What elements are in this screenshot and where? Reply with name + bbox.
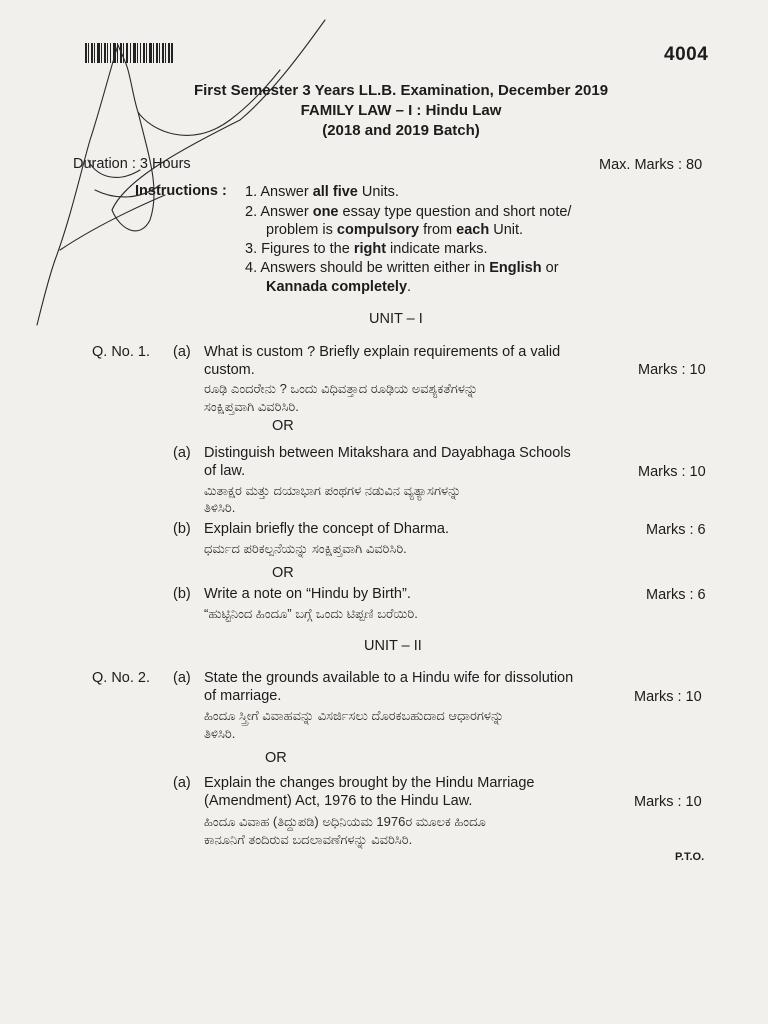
exam-title: First Semester 3 Years LL.B. Examination, December 2019 — [193, 82, 609, 99]
q1b-kannada: ಧರ್ಮದ ಪರಿಕಲ್ಪನೆಯನ್ನು ಸಂಕ್ಷಿಪ್ತವಾಗಿ ವಿವರಿಸಿರಿ. — [204, 541, 407, 556]
q1b-alt-text: Write a note on “Hindu by Birth”. — [204, 586, 411, 602]
q1a-alt-part: (a) — [173, 445, 191, 461]
q2a-alt-text-cont: (Amendment) Act, 1976 to the Hindu Law. — [204, 793, 473, 809]
instruction-3: 3. Figures to the right indicate marks. — [245, 241, 488, 257]
q1b-text: Explain briefly the concept of Dharma. — [204, 521, 450, 537]
q2a-marks: Marks : 10 — [634, 689, 702, 705]
q2a-alt-marks: Marks : 10 — [634, 794, 702, 810]
instruction-2-cont: problem is compulsory from each Unit. — [266, 222, 524, 238]
batch-title: (2018 and 2019 Batch) — [322, 122, 480, 139]
or-divider: OR — [272, 418, 294, 434]
instruction-4-cont: Kannada completely. — [266, 279, 412, 295]
pto-footer: P.T.O. — [675, 851, 705, 863]
unit-1-title: UNIT – I — [369, 311, 423, 327]
or-divider: OR — [265, 750, 287, 766]
q1a-alt-kannada-cont: ತಿಳಿಸಿರಿ. — [204, 500, 236, 515]
exam-code: 4004 — [664, 44, 709, 65]
q2a-part: (a) — [173, 670, 191, 686]
q2a-alt-text: Explain the changes brought by the Hindu Marriage — [204, 775, 535, 791]
q1b-part: (b) — [173, 521, 191, 537]
barcode — [85, 43, 173, 63]
q1a-alt-text: Distinguish between Mitakshara and Dayabhaga Schools — [204, 445, 571, 461]
q1a-marks: Marks : 10 — [638, 362, 706, 378]
q1a-alt-text-cont: of law. — [204, 463, 246, 479]
q2a-alt-kannada: ಹಿಂದೂ ವಿವಾಹ (ತಿದ್ದುಪಡಿ) ಅಧಿನಿಯಮ 1976ರ ಮೂಲಕ ಹಿಂದೂ — [204, 814, 486, 829]
instruction-1: 1. Answer all five Units. — [245, 184, 399, 200]
q1b-alt-part: (b) — [173, 586, 191, 602]
unit-2-title: UNIT – II — [364, 638, 422, 654]
q2a-kannada: ಹಿಂದೂ ಸ್ತ್ರೀಗೆ ವಿವಾಹವನ್ನು ವಿಸರ್ಜಿಸಲು ದೊರಕಬಹುದಾದ ಆಧಾರಗಳನ್ನು — [204, 708, 505, 723]
max-marks: Max. Marks : 80 — [599, 157, 703, 173]
subject-title: FAMILY LAW – I : Hindu Law — [300, 102, 502, 119]
q1b-alt-kannada: “ಹುಟ್ಟಿನಿಂದ ಹಿಂದೂ” ಬಗ್ಗೆ ಒಂದು ಟಿಪ್ಪಣಿ ಬರೆಯಿರಿ. — [204, 606, 418, 621]
instruction-2: 2. Answer one essay type question and short note/ — [245, 204, 572, 220]
q2-number: Q. No. 2. — [92, 670, 151, 686]
q1a-text: What is custom ? Briefly explain requirements of a valid — [204, 344, 561, 360]
q1a-text-cont: custom. — [204, 362, 255, 378]
q2a-kannada-cont: ತಿಳಿಸಿರಿ. — [204, 726, 236, 741]
or-divider: OR — [272, 565, 294, 581]
q1b-marks: Marks : 6 — [646, 522, 706, 538]
duration: Duration : 3 Hours — [73, 156, 191, 172]
q1a-alt-marks: Marks : 10 — [638, 464, 706, 480]
instructions-label: Instructions : — [135, 183, 227, 199]
q1a-kannada-cont: ಸಂಕ್ಷಿಪ್ತವಾಗಿ ವಿವರಿಸಿರಿ. — [204, 399, 299, 414]
q2a-text: State the grounds available to a Hindu wife for dissolution — [204, 670, 574, 686]
instruction-4: 4. Answers should be written either in English or — [245, 260, 559, 276]
q2a-alt-part: (a) — [173, 775, 191, 791]
q1a-kannada: ರೂಢಿ ಎಂದರೇನು ? ಒಂದು ವಿಧಿವತ್ತಾದ ರೂಢಿಯ ಅವಶ್ಯಕತೆಗಳನ್ನು — [204, 381, 478, 396]
q2a-text-cont: of marriage. — [204, 688, 282, 704]
q1b-alt-marks: Marks : 6 — [646, 587, 706, 603]
q2a-alt-kannada-cont: ಕಾನೂನಿಗೆ ತಂದಿರುವ ಬದಲಾವಣೆಗಳನ್ನು ವಿವರಿಸಿರಿ. — [204, 832, 413, 847]
q1a-part: (a) — [173, 344, 191, 360]
q1-number: Q. No. 1. — [92, 344, 151, 360]
q1a-alt-kannada: ಮಿತಾಕ್ಷರ ಮತ್ತು ದಯಾಭಾಗ ಪಂಥಗಳ ನಡುವಿನ ವ್ಯತ್ಯಾಸಗಳನ್ನು — [204, 483, 462, 498]
